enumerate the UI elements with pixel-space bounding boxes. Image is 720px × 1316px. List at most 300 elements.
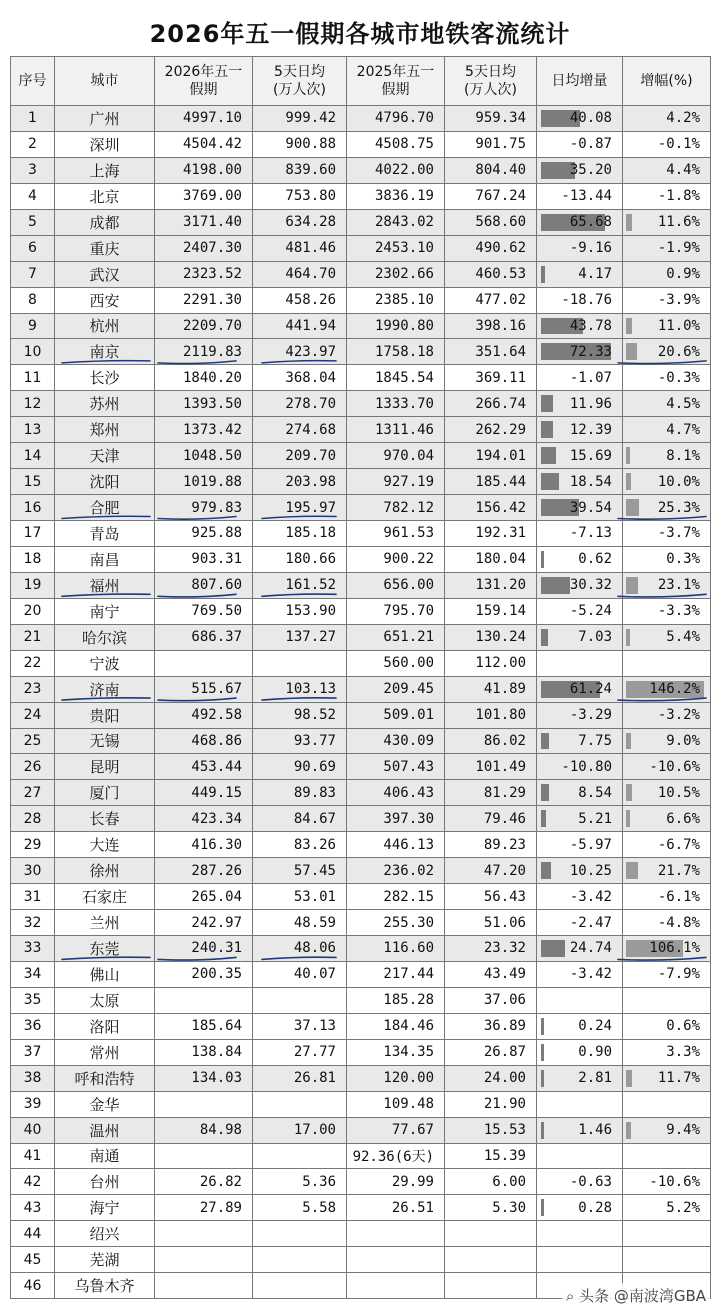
avg-2025: 5.30	[445, 1195, 537, 1221]
row-index: 20	[11, 598, 55, 624]
city-name: 长沙	[55, 365, 155, 391]
total-2025: 2302.66	[347, 261, 445, 287]
total-2025: 1758.18	[347, 339, 445, 365]
row-index: 18	[11, 546, 55, 572]
daily-increase	[537, 1143, 623, 1169]
city-name: 呼和浩特	[55, 1065, 155, 1091]
daily-increase-value: 12.39	[569, 421, 612, 438]
avg-2026: 93.77	[253, 728, 347, 754]
city-name: 青岛	[55, 521, 155, 547]
row-index: 7	[11, 261, 55, 287]
total-2026: 1373.42	[155, 417, 253, 443]
growth-pct	[623, 832, 711, 858]
total-2026: 242.97	[155, 910, 253, 936]
total-2026	[155, 1273, 253, 1299]
growth-pct	[623, 183, 711, 209]
growth-pct	[623, 287, 711, 313]
growth-pct	[623, 417, 711, 443]
growth-pct	[623, 780, 711, 806]
growth-pct	[623, 624, 711, 650]
table-row	[11, 936, 711, 962]
avg-2025: 262.29	[445, 417, 537, 443]
avg-2025: 101.49	[445, 754, 537, 780]
daily-increase	[537, 936, 623, 962]
row-index: 8	[11, 287, 55, 313]
total-2025: 116.60	[347, 936, 445, 962]
row-index: 3	[11, 157, 55, 183]
avg-2026: 464.70	[253, 261, 347, 287]
avg-2026: 203.98	[253, 469, 347, 495]
city-name: 海宁	[55, 1195, 155, 1221]
total-2026	[155, 987, 253, 1013]
total-2025: 282.15	[347, 884, 445, 910]
growth-pct-value: 0.6%	[666, 1018, 700, 1035]
avg-2025: 351.64	[445, 339, 537, 365]
total-2026: 1019.88	[155, 469, 253, 495]
daily-increase-value: 4.17	[578, 266, 612, 283]
total-2026: 807.60	[155, 572, 253, 598]
total-2025: 560.00	[347, 650, 445, 676]
avg-2025: 21.90	[445, 1091, 537, 1117]
row-index: 15	[11, 469, 55, 495]
total-2026	[155, 1221, 253, 1247]
row-index: 16	[11, 495, 55, 521]
avg-2025: 47.20	[445, 858, 537, 884]
daily-increase	[537, 443, 623, 469]
total-2025: 1990.80	[347, 313, 445, 339]
growth-pct	[623, 1143, 711, 1169]
table-row	[11, 987, 711, 1013]
total-2025: 134.35	[347, 1039, 445, 1065]
city-name: 南宁	[55, 598, 155, 624]
total-2026: 4198.00	[155, 157, 253, 183]
avg-2026: 53.01	[253, 884, 347, 910]
growth-pct-value: 106.1%	[649, 940, 700, 957]
avg-2025: 477.02	[445, 287, 537, 313]
row-index: 9	[11, 313, 55, 339]
growth-pct	[623, 1221, 711, 1247]
daily-increase-value: 8.54	[578, 784, 612, 801]
table-row	[11, 1143, 711, 1169]
table-row	[11, 1091, 711, 1117]
table-row	[11, 754, 711, 780]
avg-2026: 195.97	[253, 495, 347, 521]
city-name: 天津	[55, 443, 155, 469]
avg-2026: 90.69	[253, 754, 347, 780]
avg-2026: 5.36	[253, 1169, 347, 1195]
avg-2026: 278.70	[253, 391, 347, 417]
total-2026: 4997.10	[155, 106, 253, 132]
daily-increase	[537, 987, 623, 1013]
row-index: 14	[11, 443, 55, 469]
growth-pct-value: -3.9%	[657, 292, 700, 309]
growth-pct	[623, 339, 711, 365]
avg-2025: 159.14	[445, 598, 537, 624]
growth-pct-value: 3.3%	[666, 1044, 700, 1061]
growth-pct-value: -1.9%	[657, 240, 700, 257]
table-row	[11, 235, 711, 261]
growth-pct	[623, 676, 711, 702]
growth-pct	[623, 598, 711, 624]
city-name: 杭州	[55, 313, 155, 339]
total-2026: 515.67	[155, 676, 253, 702]
growth-pct	[623, 443, 711, 469]
avg-2025: 460.53	[445, 261, 537, 287]
total-2025	[347, 1247, 445, 1273]
daily-increase	[537, 287, 623, 313]
table-row	[11, 676, 711, 702]
daily-increase-value: 5.21	[578, 810, 612, 827]
avg-2026	[253, 987, 347, 1013]
avg-2025: 36.89	[445, 1013, 537, 1039]
avg-2026	[253, 1273, 347, 1299]
row-index: 46	[11, 1273, 55, 1299]
avg-2026: 161.52	[253, 572, 347, 598]
total-2026: 26.82	[155, 1169, 253, 1195]
total-2025: 1311.46	[347, 417, 445, 443]
daily-increase-value: 24.74	[569, 940, 612, 957]
total-2026: 3171.40	[155, 209, 253, 235]
city-name: 常州	[55, 1039, 155, 1065]
avg-2026: 634.28	[253, 209, 347, 235]
avg-2025: 266.74	[445, 391, 537, 417]
daily-increase	[537, 1247, 623, 1273]
total-2026: 240.31	[155, 936, 253, 962]
growth-pct-value: 20.6%	[657, 343, 700, 360]
total-2026: 2209.70	[155, 313, 253, 339]
header-2025-avg: 5天日均 (万人次)	[445, 57, 537, 106]
city-name: 合肥	[55, 495, 155, 521]
growth-pct	[623, 131, 711, 157]
city-name: 石家庄	[55, 884, 155, 910]
daily-increase	[537, 728, 623, 754]
daily-increase	[537, 961, 623, 987]
growth-pct-value: -4.8%	[657, 914, 700, 931]
total-2025: 4022.00	[347, 157, 445, 183]
total-2025: 446.13	[347, 832, 445, 858]
daily-increase	[537, 1169, 623, 1195]
growth-pct-value: 9.0%	[666, 732, 700, 749]
daily-increase	[537, 1065, 623, 1091]
growth-pct	[623, 650, 711, 676]
total-2026: 925.88	[155, 521, 253, 547]
total-2026: 4504.42	[155, 131, 253, 157]
avg-2025: 101.80	[445, 702, 537, 728]
daily-increase-value: 39.54	[569, 499, 612, 516]
daily-increase-value: -5.97	[569, 836, 612, 853]
city-name: 福州	[55, 572, 155, 598]
avg-2025: 130.24	[445, 624, 537, 650]
avg-2025: 26.87	[445, 1039, 537, 1065]
daily-increase	[537, 261, 623, 287]
total-2025: 656.00	[347, 572, 445, 598]
avg-2025: 194.01	[445, 443, 537, 469]
city-name: 南昌	[55, 546, 155, 572]
growth-pct-value: -10.6%	[649, 1173, 700, 1190]
avg-2026: 153.90	[253, 598, 347, 624]
growth-pct-value: 23.1%	[657, 577, 700, 594]
header-index: 序号	[11, 57, 55, 106]
city-name: 上海	[55, 157, 155, 183]
table-row	[11, 780, 711, 806]
avg-2026: 26.81	[253, 1065, 347, 1091]
table-row	[11, 1013, 711, 1039]
table-row	[11, 702, 711, 728]
row-index: 29	[11, 832, 55, 858]
avg-2025: 6.00	[445, 1169, 537, 1195]
growth-pct	[623, 313, 711, 339]
avg-2026: 753.80	[253, 183, 347, 209]
city-name: 沈阳	[55, 469, 155, 495]
avg-2025: 89.23	[445, 832, 537, 858]
growth-pct	[623, 261, 711, 287]
table-row	[11, 209, 711, 235]
table-row	[11, 1247, 711, 1273]
avg-2026: 185.18	[253, 521, 347, 547]
row-index: 27	[11, 780, 55, 806]
city-name: 深圳	[55, 131, 155, 157]
avg-2026: 481.46	[253, 235, 347, 261]
total-2025: 430.09	[347, 728, 445, 754]
avg-2025: 24.00	[445, 1065, 537, 1091]
row-index: 4	[11, 183, 55, 209]
daily-increase	[537, 910, 623, 936]
table-row	[11, 728, 711, 754]
growth-pct-value: -3.3%	[657, 603, 700, 620]
total-2026	[155, 1091, 253, 1117]
table-row	[11, 261, 711, 287]
total-2025: 4796.70	[347, 106, 445, 132]
table-row	[11, 832, 711, 858]
avg-2026: 137.27	[253, 624, 347, 650]
total-2025: 2453.10	[347, 235, 445, 261]
total-2026: 2119.83	[155, 339, 253, 365]
city-name: 长春	[55, 806, 155, 832]
avg-2026: 999.42	[253, 106, 347, 132]
daily-increase	[537, 1091, 623, 1117]
daily-increase-value: -3.29	[569, 707, 612, 724]
daily-increase-value: -2.47	[569, 914, 612, 931]
daily-increase	[537, 339, 623, 365]
growth-pct-value: 25.3%	[657, 499, 700, 516]
growth-pct	[623, 391, 711, 417]
growth-pct	[623, 1065, 711, 1091]
daily-increase	[537, 598, 623, 624]
growth-pct	[623, 1169, 711, 1195]
daily-increase-value: 7.75	[578, 732, 612, 749]
city-name: 北京	[55, 183, 155, 209]
growth-pct	[623, 106, 711, 132]
total-2026: 2323.52	[155, 261, 253, 287]
total-2025: 26.51	[347, 1195, 445, 1221]
table-row	[11, 650, 711, 676]
daily-increase-value: 72.33	[569, 343, 612, 360]
total-2025	[347, 1273, 445, 1299]
table-row	[11, 572, 711, 598]
table-row	[11, 1169, 711, 1195]
total-2025: 236.02	[347, 858, 445, 884]
city-name: 乌鲁木齐	[55, 1273, 155, 1299]
daily-increase-value: -0.87	[569, 136, 612, 153]
growth-pct-value: 4.7%	[666, 421, 700, 438]
daily-increase-value: 10.25	[569, 862, 612, 879]
table-row	[11, 1195, 711, 1221]
row-index: 33	[11, 936, 55, 962]
growth-pct	[623, 209, 711, 235]
growth-pct	[623, 469, 711, 495]
total-2026: 1048.50	[155, 443, 253, 469]
daily-increase	[537, 780, 623, 806]
row-index: 43	[11, 1195, 55, 1221]
avg-2026: 83.26	[253, 832, 347, 858]
avg-2026: 900.88	[253, 131, 347, 157]
total-2026: 903.31	[155, 546, 253, 572]
table-row	[11, 495, 711, 521]
table-row	[11, 806, 711, 832]
total-2026	[155, 1143, 253, 1169]
daily-increase-value: 0.90	[578, 1044, 612, 1061]
total-2025: 406.43	[347, 780, 445, 806]
watermark	[562, 1283, 710, 1308]
growth-pct	[623, 1039, 711, 1065]
growth-pct-value: 5.4%	[666, 629, 700, 646]
table-row	[11, 287, 711, 313]
growth-pct-value: 0.3%	[666, 551, 700, 568]
total-2025: 927.19	[347, 469, 445, 495]
header-pct: 增幅(%)	[623, 57, 711, 106]
daily-increase-value: 0.24	[578, 1018, 612, 1035]
table-row	[11, 339, 711, 365]
growth-pct-value: 4.2%	[666, 110, 700, 127]
avg-2026	[253, 1221, 347, 1247]
total-2025: 970.04	[347, 443, 445, 469]
table-row	[11, 131, 711, 157]
table-row	[11, 1039, 711, 1065]
avg-2026	[253, 1091, 347, 1117]
total-2025: 209.45	[347, 676, 445, 702]
avg-2026: 89.83	[253, 780, 347, 806]
avg-2026: 37.13	[253, 1013, 347, 1039]
daily-increase-value: 2.81	[578, 1070, 612, 1087]
city-name: 佛山	[55, 961, 155, 987]
total-2026: 1393.50	[155, 391, 253, 417]
total-2025: 2843.02	[347, 209, 445, 235]
daily-increase	[537, 235, 623, 261]
row-index: 36	[11, 1013, 55, 1039]
daily-increase	[537, 209, 623, 235]
row-index: 30	[11, 858, 55, 884]
daily-increase-value: 18.54	[569, 473, 612, 490]
growth-pct	[623, 754, 711, 780]
growth-pct-value: -10.6%	[649, 758, 700, 775]
row-index: 35	[11, 987, 55, 1013]
metro-table	[10, 56, 711, 1299]
header-2025-total: 2025年五一 假期	[347, 57, 445, 106]
growth-pct	[623, 1117, 711, 1143]
table-row	[11, 365, 711, 391]
daily-increase	[537, 391, 623, 417]
total-2025: 109.48	[347, 1091, 445, 1117]
avg-2025: 131.20	[445, 572, 537, 598]
total-2026: 134.03	[155, 1065, 253, 1091]
row-index: 42	[11, 1169, 55, 1195]
header-delta: 日均增量	[537, 57, 623, 106]
city-name: 成都	[55, 209, 155, 235]
total-2026: 423.34	[155, 806, 253, 832]
city-name: 绍兴	[55, 1221, 155, 1247]
total-2026: 2291.30	[155, 287, 253, 313]
avg-2025	[445, 1247, 537, 1273]
city-name: 无锡	[55, 728, 155, 754]
daily-increase-value: 11.96	[569, 395, 612, 412]
growth-pct-value: -0.1%	[657, 136, 700, 153]
daily-increase-value: -1.07	[569, 369, 612, 386]
daily-increase	[537, 676, 623, 702]
total-2025: 509.01	[347, 702, 445, 728]
growth-pct-value: 11.7%	[657, 1070, 700, 1087]
avg-2026: 209.70	[253, 443, 347, 469]
daily-increase	[537, 1039, 623, 1065]
daily-increase-value: 35.20	[569, 162, 612, 179]
city-name: 台州	[55, 1169, 155, 1195]
total-2025: 507.43	[347, 754, 445, 780]
growth-pct-value: 6.6%	[666, 810, 700, 827]
growth-pct-value: -1.8%	[657, 188, 700, 205]
avg-2026	[253, 1247, 347, 1273]
total-2026: 2407.30	[155, 235, 253, 261]
growth-pct-value: -6.1%	[657, 888, 700, 905]
growth-pct	[623, 1091, 711, 1117]
city-name: 南京	[55, 339, 155, 365]
daily-increase	[537, 1117, 623, 1143]
city-name: 宁波	[55, 650, 155, 676]
city-name: 广州	[55, 106, 155, 132]
growth-pct-value: 9.4%	[666, 1122, 700, 1139]
avg-2026: 57.45	[253, 858, 347, 884]
daily-increase-value: 15.69	[569, 447, 612, 464]
total-2026: 468.86	[155, 728, 253, 754]
growth-pct-value: 11.6%	[657, 214, 700, 231]
total-2026: 686.37	[155, 624, 253, 650]
avg-2025: 568.60	[445, 209, 537, 235]
daily-increase	[537, 546, 623, 572]
table-row	[11, 1221, 711, 1247]
daily-increase	[537, 157, 623, 183]
avg-2025: 86.02	[445, 728, 537, 754]
daily-increase-value: 40.08	[569, 110, 612, 127]
total-2025: 120.00	[347, 1065, 445, 1091]
avg-2025: 43.49	[445, 961, 537, 987]
growth-pct-value: -3.2%	[657, 707, 700, 724]
city-name: 哈尔滨	[55, 624, 155, 650]
daily-increase-value: 61.24	[569, 681, 612, 698]
growth-pct-value: 5.2%	[666, 1199, 700, 1216]
avg-2026: 458.26	[253, 287, 347, 313]
total-2025: 29.99	[347, 1169, 445, 1195]
daily-increase-value: 7.03	[578, 629, 612, 646]
avg-2025: 767.24	[445, 183, 537, 209]
total-2026: 265.04	[155, 884, 253, 910]
total-2025: 217.44	[347, 961, 445, 987]
city-name: 重庆	[55, 235, 155, 261]
avg-2026: 180.66	[253, 546, 347, 572]
row-index: 32	[11, 910, 55, 936]
growth-pct-value: 21.7%	[657, 862, 700, 879]
daily-increase	[537, 754, 623, 780]
daily-increase-value: 0.62	[578, 551, 612, 568]
row-index: 26	[11, 754, 55, 780]
avg-2025: 156.42	[445, 495, 537, 521]
